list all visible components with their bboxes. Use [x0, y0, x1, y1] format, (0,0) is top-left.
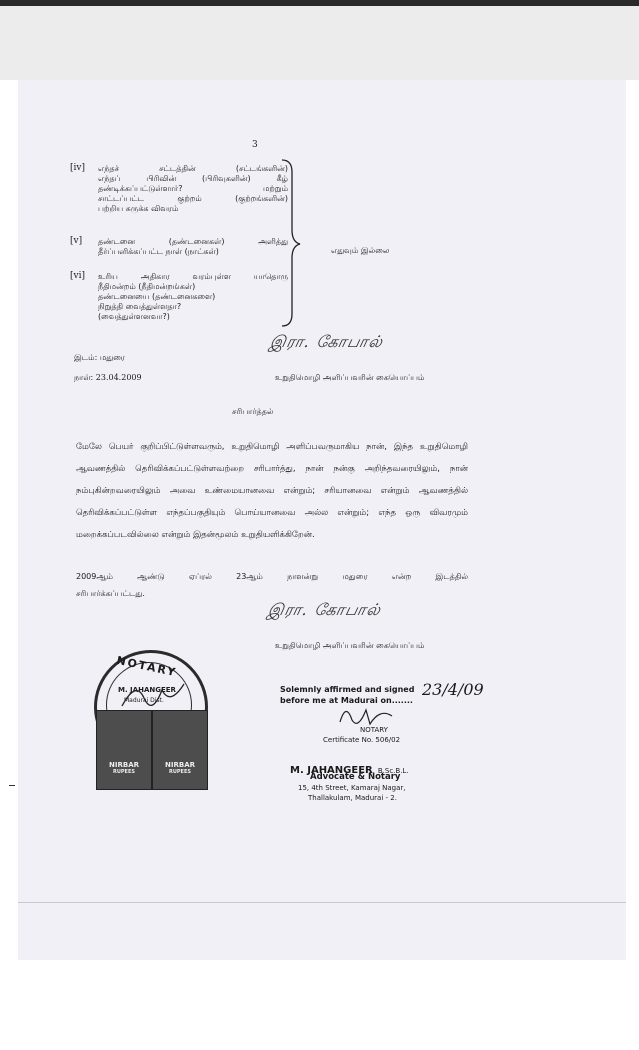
item-iv-line: எந்தப் பிரிவின் (பிரிவுகளின்) கீழ் — [98, 174, 288, 183]
place-line — [74, 353, 125, 363]
item-vi-line — [98, 282, 288, 292]
date-line — [74, 373, 142, 383]
item-vi-text — [98, 272, 288, 322]
item-label-iv: [iv] — [70, 163, 85, 173]
item-iv-line: பற்றிய சுருக்க விவரம் — [98, 204, 179, 213]
deponent-signature-2: இரா. கோபால் — [266, 600, 384, 619]
revenue-stamp-right — [152, 710, 208, 790]
date-label: நாள்: — [74, 373, 94, 382]
verification-place-line2: சரிபார்க்கப்பட்டது. — [76, 589, 145, 598]
seal-ring-text: NOTARY — [115, 653, 179, 680]
verification-heading: சரிபார்த்தல் — [232, 407, 274, 416]
attest-line1: Solemnly affirmed and signed — [280, 685, 415, 694]
notary-scribble-icon — [118, 676, 188, 716]
item-v-text — [98, 237, 288, 257]
attest-qualification: B.Sc.B.L. — [377, 767, 409, 775]
attest-role: NOTARY — [360, 726, 388, 734]
attest-address1: 15, 4th Street, Kamaraj Nagar, — [298, 784, 406, 792]
stamp-right-value: RUPEES — [168, 769, 191, 775]
revenue-stamp-left — [96, 710, 152, 790]
item-vi-line: உரிய அதிகார வரம்புள்ள யாதொரு — [98, 272, 288, 281]
stamp-left-value: RUPEES — [112, 769, 135, 775]
stamp-right-text: NIRBAR — [165, 761, 195, 769]
item-label-v: [v] — [70, 236, 83, 246]
attest-title: Advocate & Notary — [310, 772, 401, 782]
date-value: 23.04.2009 — [95, 373, 142, 382]
item-label-vi: [vi] — [70, 271, 85, 281]
item-vi-line: நிறுத்தி வைத்துள்ளதா? — [98, 302, 182, 311]
stamp-left-text: NIRBAR — [109, 761, 139, 769]
item-iv-line: தண்டிக்கப்பட்டுள்ளார்? மற்றும் — [98, 184, 288, 193]
item-vi-line: (வைத்துள்ளனவா?) — [98, 312, 170, 321]
scan-background — [0, 6, 639, 80]
answer-text: எதுவும் இல்லை — [331, 246, 390, 255]
deponent-signature-1: இரா. கோபால் — [268, 332, 386, 351]
item-vi-line: தண்டனையை (தண்டனைகளை) — [98, 292, 216, 301]
attest-address2: Thallakulam, Madurai - 2. — [308, 794, 397, 802]
deponent-sign-label-1: உறுதிமொழி அளிப்பவரின் கையொப்பம் — [275, 373, 425, 382]
page-number: 3 — [252, 140, 258, 150]
item-v-line: தீர்ப்பளிக்கப்பட்ட நாள் (நாட்கள்) — [98, 247, 219, 256]
document-page — [18, 80, 626, 960]
item-vi-line-a: நீதிமன்றம் (நீதிமன்றங்கள்) — [98, 282, 196, 291]
curly-brace-icon — [278, 158, 304, 328]
scan-fold-line — [18, 902, 626, 903]
margin-mark — [9, 785, 15, 786]
item-iv-line: சாட்டப்பட்ட குற்றம் (குற்றங்களின்) — [98, 194, 288, 203]
attest-line2-text: before me at Madurai on — [280, 696, 392, 705]
place-value: மதுரை — [99, 353, 125, 362]
attest-certificate: Certificate No. 506/02 — [323, 736, 401, 744]
item-iv-text — [98, 164, 288, 214]
place-label: இடம்: — [74, 353, 98, 362]
item-v-line: தண்டனை (தண்டனைகள்) அளித்து — [98, 237, 288, 246]
attest-line2: before me at Madurai on....... — [280, 696, 413, 705]
attest-name: M. JAHANGEER — [290, 765, 373, 776]
seal-name: M. JAHANGEER — [118, 686, 176, 694]
seal-district: Madurai Dist. — [124, 697, 164, 704]
attest-date-handwritten: 23/4/09 — [422, 680, 484, 699]
verification-place-line1: 2009ஆம் ஆண்டு ஏப்ரல் 23ஆம் நாளன்று மதுரை என்ற இடத்தில் — [76, 572, 468, 581]
verification-paragraph: மேலே பெயர் குறிப்பிட்டுள்ளவரும், உறுதிமொழி அளிப்பவருமாகிய நான், இந்த உறுதிமொழி ஆவணத்தில் தெரிவிக்கப்பட்டுள்ளவற்றை சரிபார்த்து, நான் நன்கு அறிந்தவரையிலும், நான் நம்புகின்றவரையிலும் அவை உண்மையானவை என்றும்; சரியானவை என்றும் ஆவணத்தில் தெரிவிக்கப்பட்டுள்ள எந்தப்பகுதியும் பொய்யானவை அல்ல என்றும்; எந்த ஒரு விவரமும் மறைக்கப்படவில்லை என்றும் இதன்மூலம் உறுதியளிக்கிறேன். — [76, 442, 468, 540]
item-iv-line: எந்தச் சட்டத்தின் (சட்டங்களின்) — [98, 164, 288, 173]
deponent-sign-label-2: உறுதிமொழி அளிப்பவரின் கையொப்பம் — [275, 641, 425, 650]
